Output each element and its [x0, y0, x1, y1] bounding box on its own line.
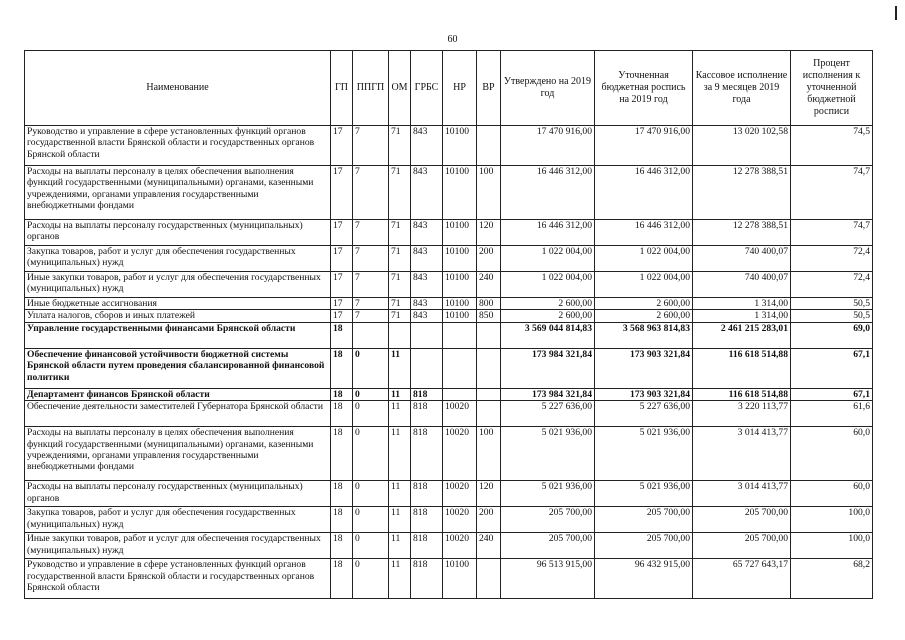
cell-cash: 116 618 514,88 [693, 348, 791, 388]
table-row [25, 220, 873, 246]
cell-vr [477, 401, 501, 427]
cell-np: 10100 [443, 246, 477, 272]
cell-cash: 116 618 514,88 [693, 388, 791, 400]
cell-om: 71 [389, 272, 411, 298]
cell-om: 11 [389, 559, 411, 599]
cell-om: 11 [389, 507, 411, 533]
cell-approved: 96 513 915,00 [501, 559, 595, 599]
cell-np: 10020 [443, 481, 477, 507]
cell-pgp: 0 [353, 427, 389, 481]
cell-percent: 100,0 [791, 507, 873, 533]
cell-pgp: 7 [353, 246, 389, 272]
cell-percent: 60,0 [791, 481, 873, 507]
cell-gp: 17 [331, 220, 353, 246]
header-cash: Кассовое исполнение за 9 месяцев 2019 года [693, 51, 791, 126]
cell-grbs [411, 322, 443, 348]
cell-refined: 2 600,00 [595, 298, 693, 310]
cell-om: 71 [389, 298, 411, 310]
cell-name: Расходы на выплаты персоналу государственных (муниципальных) органов [25, 481, 331, 507]
cell-gp: 18 [331, 401, 353, 427]
page-number: 60 [447, 34, 458, 45]
cell-grbs: 818 [411, 427, 443, 481]
table-row [25, 166, 873, 220]
cell-name: Расходы на выплаты персоналу в целях обеспечения выполнения функций государственными (муниципальными) органами, казенными учреждениями, органами управления государственными внебюджетными фондами [25, 427, 331, 481]
header-percent: Процент исполнения к уточненной бюджетной росписи [791, 51, 873, 126]
cell-approved: 3 569 044 814,83 [501, 322, 595, 348]
cell-refined: 96 432 915,00 [595, 559, 693, 599]
cell-name: Департамент финансов Брянской области [25, 388, 331, 400]
cell-gp: 17 [331, 272, 353, 298]
cell-name: Руководство и управление в сфере установленных функций органов государственной власти Брянской области и государственных органов Брянской области [25, 559, 331, 599]
cell-vr: 240 [477, 533, 501, 559]
cell-approved: 2 600,00 [501, 298, 595, 310]
table-row [25, 126, 873, 166]
cell-cash: 12 278 388,51 [693, 166, 791, 220]
cell-pgp: 7 [353, 126, 389, 166]
header-np: НР [443, 51, 477, 126]
cell-om: 71 [389, 246, 411, 272]
cell-cash: 3 014 413,77 [693, 427, 791, 481]
cell-grbs: 843 [411, 220, 443, 246]
cell-np [443, 322, 477, 348]
table-row [25, 310, 873, 322]
cell-cash: 1 314,00 [693, 310, 791, 322]
cell-refined: 205 700,00 [595, 507, 693, 533]
cell-np: 10020 [443, 533, 477, 559]
header-name: Наименование [25, 51, 331, 126]
header-grbs: ГРБС [411, 51, 443, 126]
cell-np: 10100 [443, 272, 477, 298]
cell-name: Расходы на выплаты персоналу государственных (муниципальных) органов [25, 220, 331, 246]
cell-om: 11 [389, 401, 411, 427]
cell-percent: 74,7 [791, 220, 873, 246]
cell-grbs [411, 348, 443, 388]
cell-pgp: 0 [353, 401, 389, 427]
cell-percent: 50,5 [791, 298, 873, 310]
cell-om: 11 [389, 388, 411, 400]
cell-refined: 173 903 321,84 [595, 348, 693, 388]
cell-gp: 18 [331, 427, 353, 481]
budget-table [24, 50, 873, 599]
cell-om: 11 [389, 427, 411, 481]
cell-name: Обеспечение финансовой устойчивости бюджетной системы Брянской области путем проведения сбалансированной финансовой политики [25, 348, 331, 388]
cell-refined: 1 022 004,00 [595, 272, 693, 298]
cell-approved: 5 021 936,00 [501, 427, 595, 481]
cell-vr [477, 126, 501, 166]
cell-refined: 5 021 936,00 [595, 481, 693, 507]
cell-approved: 17 470 916,00 [501, 126, 595, 166]
cell-pgp: 7 [353, 220, 389, 246]
cell-cash: 205 700,00 [693, 533, 791, 559]
cell-name: Иные закупки товаров, работ и услуг для обеспечения государственных (муниципальных) нужд [25, 533, 331, 559]
cell-pgp: 7 [353, 298, 389, 310]
cell-percent: 72,4 [791, 272, 873, 298]
cell-approved: 173 984 321,84 [501, 348, 595, 388]
cell-cash: 65 727 643,17 [693, 559, 791, 599]
table-row [25, 533, 873, 559]
cell-percent: 100,0 [791, 533, 873, 559]
table-row [25, 348, 873, 388]
cell-vr: 120 [477, 220, 501, 246]
table-row [25, 246, 873, 272]
cell-name: Закупка товаров, работ и услуг для обеспечения государственных (муниципальных) нужд [25, 246, 331, 272]
cell-percent: 68,2 [791, 559, 873, 599]
cell-percent: 74,5 [791, 126, 873, 166]
cell-grbs: 843 [411, 126, 443, 166]
cell-gp: 18 [331, 481, 353, 507]
cell-pgp: 7 [353, 310, 389, 322]
cell-approved: 205 700,00 [501, 533, 595, 559]
cell-gp: 18 [331, 388, 353, 400]
cell-gp: 18 [331, 507, 353, 533]
cell-pgp: 0 [353, 388, 389, 400]
cell-refined: 205 700,00 [595, 533, 693, 559]
cell-refined: 16 446 312,00 [595, 220, 693, 246]
cell-name: Иные закупки товаров, работ и услуг для обеспечения государственных (муниципальных) нужд [25, 272, 331, 298]
cell-name: Расходы на выплаты персоналу в целях обеспечения выполнения функций государственными (муниципальными) органами, казенными учреждениями, органами управления государственными внебюджетными фондами [25, 166, 331, 220]
header-refined: Уточненная бюджетная роспись на 2019 год [595, 51, 693, 126]
cell-cash: 2 461 215 283,01 [693, 322, 791, 348]
cell-vr: 120 [477, 481, 501, 507]
cell-approved: 1 022 004,00 [501, 272, 595, 298]
cell-name: Закупка товаров, работ и услуг для обеспечения государственных (муниципальных) нужд [25, 507, 331, 533]
cell-om: 11 [389, 348, 411, 388]
cell-gp: 18 [331, 533, 353, 559]
cell-refined: 5 021 936,00 [595, 427, 693, 481]
cell-gp: 17 [331, 310, 353, 322]
cell-np: 10100 [443, 310, 477, 322]
cell-grbs: 818 [411, 401, 443, 427]
cell-vr: 200 [477, 507, 501, 533]
cell-percent: 61,6 [791, 401, 873, 427]
header-gp: ГП [331, 51, 353, 126]
cell-vr: 100 [477, 427, 501, 481]
cell-refined: 3 568 963 814,83 [595, 322, 693, 348]
cell-cash: 3 014 413,77 [693, 481, 791, 507]
cell-grbs: 843 [411, 298, 443, 310]
cell-pgp: 0 [353, 507, 389, 533]
cell-percent: 69,0 [791, 322, 873, 348]
cell-cash: 740 400,07 [693, 246, 791, 272]
cell-pgp: 7 [353, 166, 389, 220]
cell-gp: 18 [331, 322, 353, 348]
cell-cash: 13 020 102,58 [693, 126, 791, 166]
cell-om: 71 [389, 126, 411, 166]
table-row [25, 388, 873, 400]
cell-np: 10020 [443, 427, 477, 481]
cell-approved: 5 227 636,00 [501, 401, 595, 427]
cell-np [443, 348, 477, 388]
cell-name: Иные бюджетные ассигнования [25, 298, 331, 310]
cell-om: 71 [389, 310, 411, 322]
cell-percent: 60,0 [791, 427, 873, 481]
cell-refined: 173 903 321,84 [595, 388, 693, 400]
table-row [25, 481, 873, 507]
cell-approved: 173 984 321,84 [501, 388, 595, 400]
cell-pgp: 0 [353, 348, 389, 388]
table-row [25, 298, 873, 310]
cell-vr: 240 [477, 272, 501, 298]
cell-np: 10100 [443, 298, 477, 310]
cell-np: 10100 [443, 166, 477, 220]
cell-grbs: 843 [411, 246, 443, 272]
cell-grbs: 843 [411, 310, 443, 322]
cell-gp: 18 [331, 559, 353, 599]
cell-om: 71 [389, 166, 411, 220]
cell-percent: 74,7 [791, 166, 873, 220]
cell-grbs: 818 [411, 481, 443, 507]
cell-vr: 100 [477, 166, 501, 220]
cell-om: 11 [389, 481, 411, 507]
cell-cash: 3 220 113,77 [693, 401, 791, 427]
cell-approved: 1 022 004,00 [501, 246, 595, 272]
cell-name: Уплата налогов, сборов и иных платежей [25, 310, 331, 322]
cell-grbs: 818 [411, 507, 443, 533]
scan-edge-mark [895, 6, 897, 20]
cell-approved: 205 700,00 [501, 507, 595, 533]
table-row [25, 427, 873, 481]
cell-refined: 17 470 916,00 [595, 126, 693, 166]
cell-gp: 18 [331, 348, 353, 388]
cell-np: 10100 [443, 220, 477, 246]
cell-refined: 2 600,00 [595, 310, 693, 322]
cell-pgp: 7 [353, 272, 389, 298]
cell-np [443, 388, 477, 400]
table-body [25, 126, 873, 599]
cell-vr [477, 388, 501, 400]
cell-refined: 16 446 312,00 [595, 166, 693, 220]
cell-vr [477, 348, 501, 388]
cell-om: 71 [389, 220, 411, 246]
cell-gp: 17 [331, 126, 353, 166]
table-row [25, 401, 873, 427]
cell-pgp: 0 [353, 481, 389, 507]
cell-grbs: 818 [411, 388, 443, 400]
cell-om: 11 [389, 533, 411, 559]
cell-grbs: 843 [411, 272, 443, 298]
header-om: ОМ [389, 51, 411, 126]
table-row [25, 272, 873, 298]
cell-percent: 50,5 [791, 310, 873, 322]
cell-approved: 2 600,00 [501, 310, 595, 322]
cell-np: 10020 [443, 507, 477, 533]
cell-vr: 200 [477, 246, 501, 272]
cell-approved: 16 446 312,00 [501, 220, 595, 246]
cell-vr: 850 [477, 310, 501, 322]
cell-gp: 17 [331, 298, 353, 310]
cell-percent: 67,1 [791, 348, 873, 388]
cell-gp: 17 [331, 246, 353, 272]
cell-cash: 1 314,00 [693, 298, 791, 310]
cell-pgp [353, 322, 389, 348]
table-row [25, 559, 873, 599]
table-header-row [25, 51, 873, 126]
cell-grbs: 843 [411, 166, 443, 220]
table-row [25, 507, 873, 533]
cell-gp: 17 [331, 166, 353, 220]
cell-approved: 16 446 312,00 [501, 166, 595, 220]
cell-percent: 72,4 [791, 246, 873, 272]
cell-grbs: 818 [411, 559, 443, 599]
cell-np: 10100 [443, 559, 477, 599]
cell-cash: 12 278 388,51 [693, 220, 791, 246]
cell-np: 10100 [443, 126, 477, 166]
header-vr: ВР [477, 51, 501, 126]
cell-cash: 740 400,07 [693, 272, 791, 298]
cell-grbs: 818 [411, 533, 443, 559]
cell-name: Обеспечение деятельности заместителей Губернатора Брянской области [25, 401, 331, 427]
cell-cash: 205 700,00 [693, 507, 791, 533]
cell-name: Руководство и управление в сфере установленных функций органов государственной власти Брянской области и государственных органов Брянской области [25, 126, 331, 166]
cell-percent: 67,1 [791, 388, 873, 400]
cell-vr: 800 [477, 298, 501, 310]
header-approved: Утверждено на 2019 год [501, 51, 595, 126]
header-pgp: ППГП [353, 51, 389, 126]
cell-pgp: 0 [353, 559, 389, 599]
cell-refined: 5 227 636,00 [595, 401, 693, 427]
cell-refined: 1 022 004,00 [595, 246, 693, 272]
cell-pgp: 0 [353, 533, 389, 559]
cell-np: 10020 [443, 401, 477, 427]
cell-om [389, 322, 411, 348]
table-row [25, 322, 873, 348]
cell-name: Управление государственными финансами Брянской области [25, 322, 331, 348]
cell-vr [477, 322, 501, 348]
cell-vr [477, 559, 501, 599]
cell-approved: 5 021 936,00 [501, 481, 595, 507]
